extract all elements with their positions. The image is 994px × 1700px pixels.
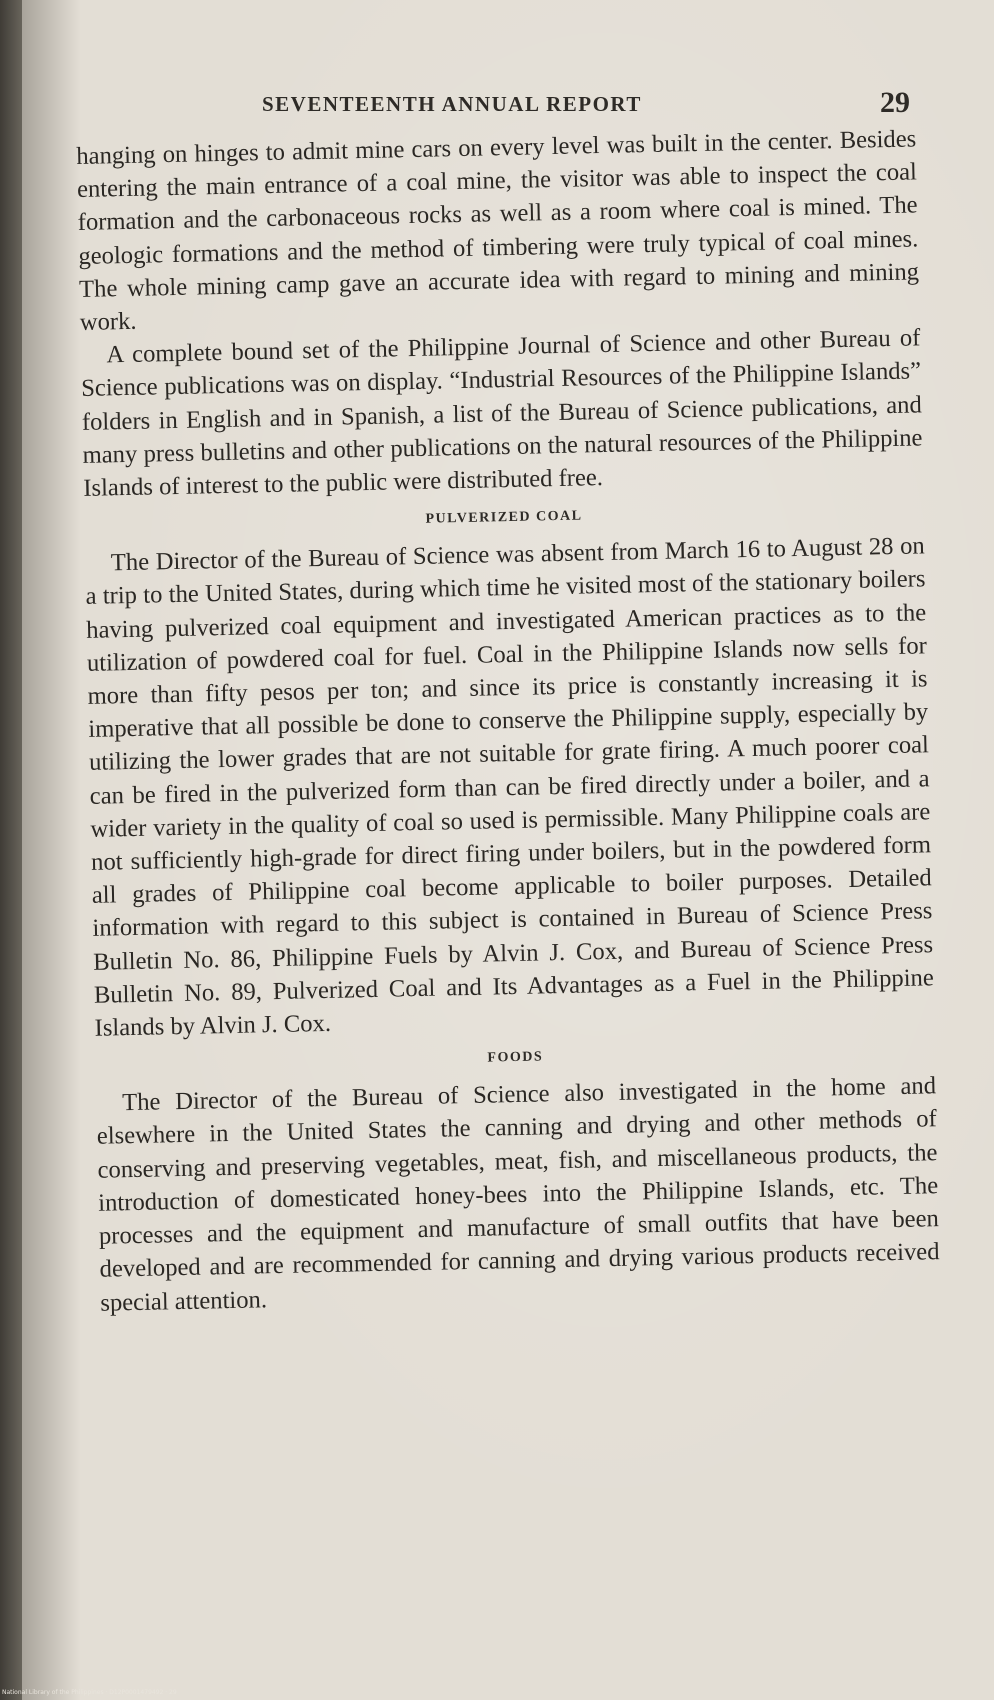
paragraph-mine-exhibit: hanging on hinges to admit mine cars on every level was built in the center. Besides entering the main entrance of a coal mine, the visitor was able to inspect the coal formation and the carbonaceous rocks as well as a room where coal is mined. The geologic formations and the method of timbering were truly typical of coal mines. The whole mining camp gave an accurate idea with regard to mining and mining work. [76, 125, 920, 336]
paragraph-publications: A complete bound set of the Philippine Journal of Science and other Bureau of Science publications was on display. “Industrial Resources of the Philippine Islands” folders in English and in Spanish, a list of the Bureau of Science publications, and many press bulletins and other publications on the natural resources of the Philippine Islands of interest to the public were distributed free. [80, 324, 923, 502]
paragraph-pulverized-coal: The Director of the Bureau of Science was absent from March 16 to August 28 on a trip to the United States, during which time he visited most of the stationary boilers having pulverized coal equipment and investigated American practices as to the utilization of powdered coal for fuel. Coal in the Philippine Islands now sells for more than fifty pesos per ton; and since its price is constantly increasing it is imperative that all possible be done to conserve the Philippine supply, especially by utilizing the lower grades that are not suitable for grate firing. A much poorer coal can be fired in the pulverized form than can be fired directly under a boiler, and a wider variety in the quality of coal so used is permissible. Many Philippine coals are not sufficiently high-grade for direct firing under boilers, but in the powdered form all grades of Philippine coal become applicable to boiler purposes. Detailed information with regard to this subject is contained in Bureau of Science Press Bulletin No. 86, Philippine Fuels by Alvin J. Cox, and Bureau of Science Press Bulletin No. 89, Pulverized Coal and Its Advantages as a Fuel in the Philippine Islands by Alvin J. Cox. [85, 532, 935, 1042]
body-text [76, 122, 941, 1319]
section-heading-foods: FOODS [487, 1049, 544, 1066]
scan-credit-label: National Library of the Philippines · D12P0001479492 · 29 [2, 1689, 177, 1696]
page-number: 29 [880, 86, 910, 119]
section-heading-pulverized-coal: PULVERIZED COAL [425, 508, 583, 527]
document-page [22, 0, 994, 1700]
paragraph-foods: The Director of the Bureau of Science also investigated in the home and elsewhere in the United States the canning and drying and other methods of conserving and preserving vegetables, meat, fish, and miscellaneous products, the introduction of domesticated honey-bees into the Philippine Islands, etc. The processes and the equipment and manufacture of small outfits that have been developed and are recommended for canning and drying various products received special attention. [96, 1072, 940, 1317]
running-title: SEVENTEENTH ANNUAL REPORT [262, 92, 642, 116]
